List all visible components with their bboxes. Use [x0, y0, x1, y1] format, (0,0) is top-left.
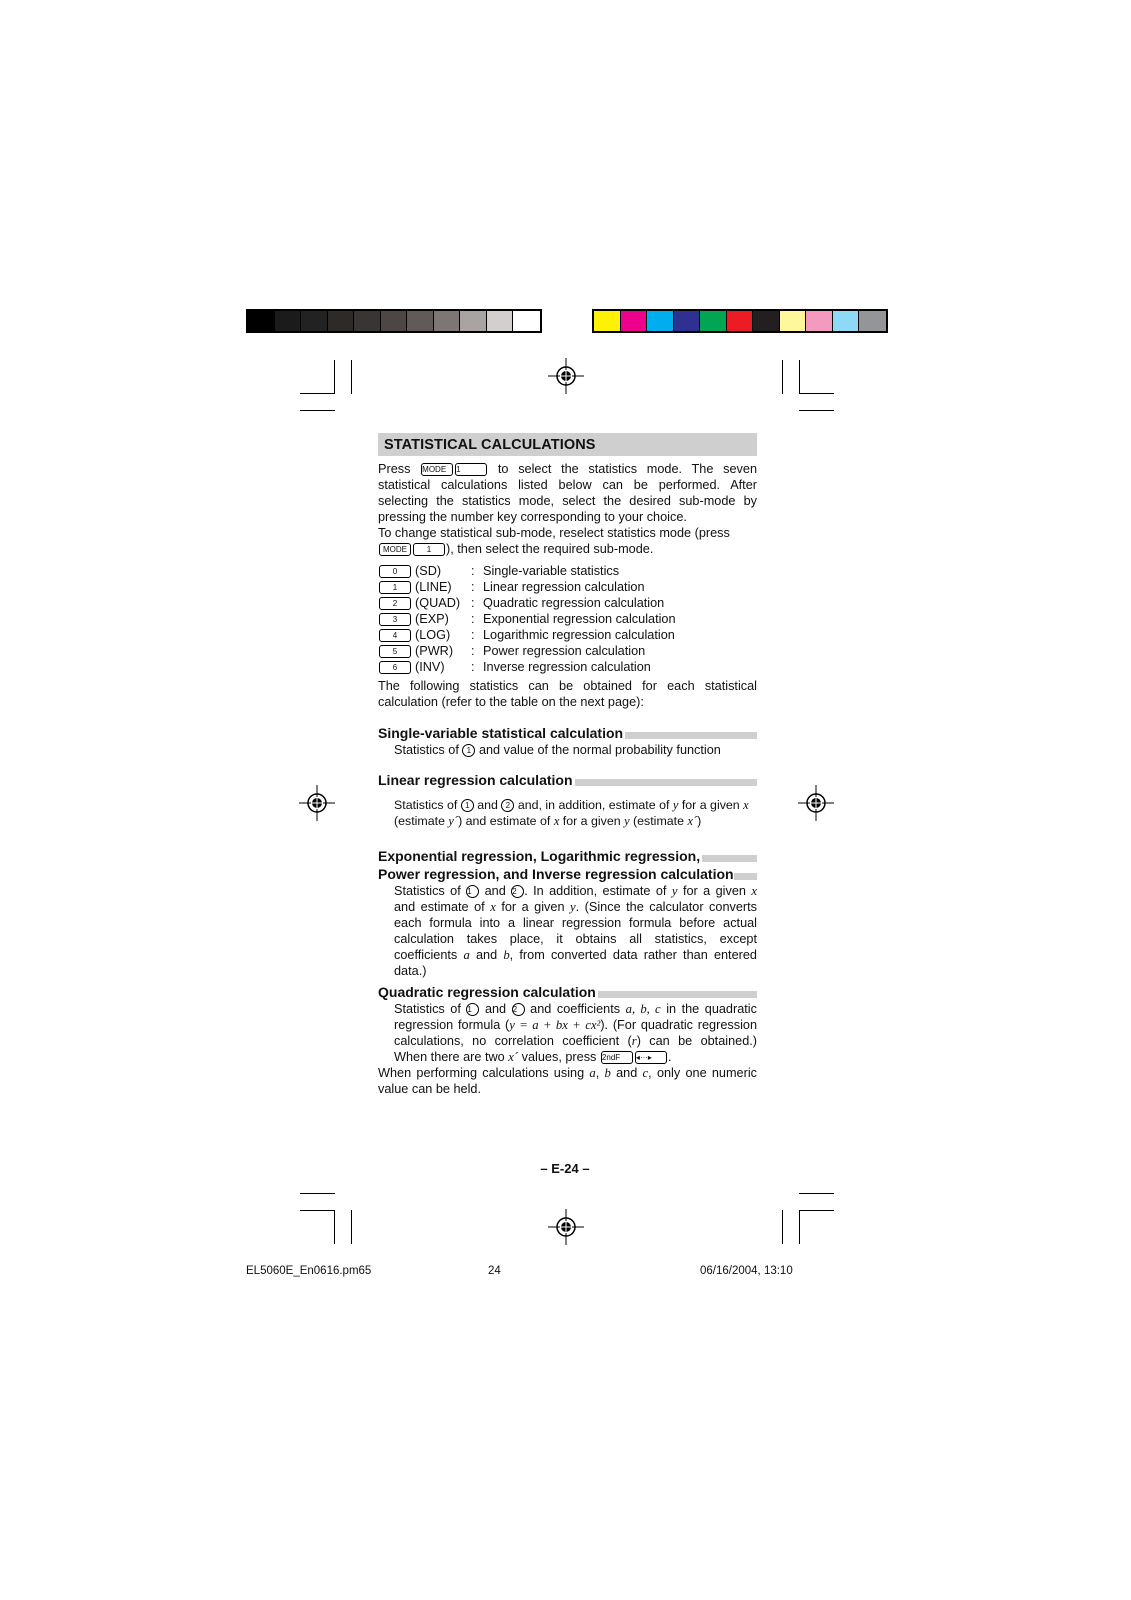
crop-mark — [799, 393, 834, 394]
gray-swatch — [328, 311, 355, 331]
var: y — [671, 884, 678, 898]
list-item: 6 (INV) : Inverse regression calculation — [378, 659, 757, 675]
mode-code: (EXP) — [415, 612, 449, 626]
text: ) and estimate of — [458, 814, 551, 828]
crop-mark — [799, 360, 800, 394]
arrow-key: ◂···▸ — [635, 1051, 667, 1064]
color-swatch — [727, 311, 754, 331]
gray-swatch — [275, 311, 302, 331]
crop-mark — [351, 1210, 352, 1244]
color-swatch — [859, 311, 886, 331]
linear-paragraph — [378, 797, 757, 829]
text: and coefficients — [530, 1002, 621, 1016]
text: ), then select the required sub-mode. — [446, 542, 654, 556]
crop-mark — [334, 360, 335, 394]
var: a — [589, 1066, 596, 1080]
mode-desc: Logarithmic regression calculation — [483, 628, 675, 642]
crop-mark — [300, 1210, 335, 1211]
var: y — [624, 814, 630, 828]
single-paragraph — [378, 742, 757, 758]
gray-swatch — [248, 311, 275, 331]
number-key: 1 — [379, 581, 411, 594]
text: for a given — [501, 900, 565, 914]
number-key: 6 — [379, 661, 411, 674]
circled-number: 1 — [466, 1003, 479, 1016]
circled-number: 1 — [462, 744, 475, 757]
circled-number: 2 — [501, 799, 514, 812]
intro-paragraph — [378, 461, 757, 525]
var: y — [672, 798, 679, 812]
circled-number: 1 — [461, 799, 474, 812]
intro-paragraph-2 — [378, 525, 757, 557]
mode-code: (QUAD) — [415, 596, 461, 610]
var: x — [553, 814, 560, 828]
number-key: 0 — [379, 565, 411, 578]
text: . — [667, 1050, 672, 1064]
text: , only one numeric value can be held. — [378, 1066, 757, 1096]
gray-swatch — [487, 311, 514, 331]
list-item: 3 (EXP) : Exponential regression calculation — [378, 611, 757, 627]
subsection-heading — [378, 983, 757, 1001]
mode-key: MODE — [379, 543, 411, 556]
one-key: 1 — [455, 463, 487, 476]
circled-number: 2 — [512, 1003, 525, 1016]
var: b — [503, 948, 510, 962]
mode-code: (LOG) — [415, 628, 451, 642]
gray-swatch — [434, 311, 461, 331]
gray-swatch — [301, 311, 328, 331]
color-swatch — [674, 311, 701, 331]
process-color-bar — [592, 309, 888, 333]
var: x — [743, 798, 749, 812]
var: c — [642, 1066, 649, 1080]
text: (estimate — [633, 814, 684, 828]
text: . In addition, estimate of — [524, 884, 667, 898]
text: To change statistical sub-mode, reselect statistics mode (press — [378, 526, 730, 540]
section-title — [378, 433, 757, 456]
list-item: 5 (PWR) : Power regression calculation — [378, 643, 757, 659]
text: ) can be obtained.) When there are two — [394, 1034, 757, 1064]
footer-filename: EL5060E_En0616.pm65 — [246, 1265, 372, 1277]
registration-mark-icon — [548, 1209, 584, 1245]
heading-text: Single-variable statistical calculation — [378, 725, 624, 741]
text: and — [475, 948, 498, 962]
mode-desc: Inverse regression calculation — [483, 660, 651, 674]
text: in the quadratic regression formula ( — [394, 1002, 757, 1032]
gray-swatch — [354, 311, 381, 331]
list-item: 4 (LOG) : Logarithmic regression calculation — [378, 627, 757, 643]
mode-code: (SD) — [415, 564, 442, 578]
heading-strip — [702, 855, 757, 862]
circled-number: 2 — [511, 885, 524, 898]
color-swatch — [833, 311, 860, 331]
mode-code: (LINE) — [415, 580, 452, 594]
color-swatch — [594, 311, 621, 331]
text: values, press — [521, 1050, 597, 1064]
subsection-heading — [378, 724, 757, 742]
registration-mark-icon — [548, 358, 584, 394]
subsection-heading — [378, 847, 757, 865]
var: r — [631, 1034, 637, 1048]
var: y´ — [448, 814, 459, 828]
text: (estimate — [394, 814, 445, 828]
number-key: 2 — [379, 597, 411, 610]
number-key: 3 — [379, 613, 411, 626]
text: Statistics of — [394, 884, 461, 898]
page-number: – E-24 – — [540, 1161, 590, 1176]
section-title-text: STATISTICAL CALCULATIONS — [384, 436, 596, 453]
text: ). (For quadratic regression calculations, no correlation coefficient ( — [394, 1018, 758, 1048]
subsection-heading — [378, 865, 757, 883]
var: x — [751, 884, 758, 898]
mode-key: MODE — [421, 463, 453, 476]
crop-mark — [799, 1210, 834, 1211]
text: Statistics of — [394, 743, 459, 757]
text: for a given — [681, 798, 740, 812]
text: , from converted data rather than entered data.) — [394, 948, 757, 978]
color-swatch — [780, 311, 807, 331]
heading-text: Power regression, and Inverse regression calculation — [378, 866, 734, 882]
heading-text: Exponential regression, Logarithmic regression, — [378, 848, 701, 864]
text: and, in addition, estimate of — [517, 798, 670, 812]
formula: y = a + bx + cx² — [509, 1018, 601, 1032]
mode-desc: Quadratic regression calculation — [483, 596, 665, 610]
heading-strip — [598, 991, 757, 998]
gray-swatch — [513, 311, 540, 331]
text: and — [477, 798, 498, 812]
crop-mark — [300, 1193, 335, 1194]
text: and — [616, 1066, 638, 1080]
text: Statistics of — [394, 1002, 461, 1016]
crop-mark — [782, 1210, 783, 1244]
text: When performing calculations using — [378, 1066, 585, 1080]
heading-text: Linear regression calculation — [378, 772, 573, 788]
grayscale-bar — [246, 309, 542, 333]
list-item: 1 (LINE) : Linear regression calculation — [378, 579, 757, 595]
text: Press — [378, 462, 411, 476]
footer-date: 06/16/2004, 13:10 — [700, 1265, 793, 1277]
gray-swatch — [407, 311, 434, 331]
following-paragraph: The following statistics can be obtained for each statistical calculation (refer to the table on the next page): — [378, 679, 757, 709]
list-item: 0 (SD) : Single-variable statistics — [378, 563, 757, 579]
list-item: 2 (QUAD) : Quadratic regression calculation — [378, 595, 757, 611]
crop-mark — [351, 360, 352, 394]
mode-code: (INV) — [415, 660, 445, 674]
quad-paragraph — [378, 1001, 757, 1065]
text: , — [595, 1066, 600, 1080]
var: b — [604, 1066, 611, 1080]
text: to select the statistics mode. The seven statistical calculations listed below can be performed. After selecting the statistics mode, select the desired sub-mode by pressing the number key corresponding to your choice. — [378, 462, 757, 524]
color-swatch — [753, 311, 780, 331]
crop-mark — [799, 1210, 800, 1244]
crop-mark — [799, 410, 834, 411]
text: Statistics of — [394, 798, 458, 812]
heading-strip — [734, 873, 757, 880]
var: x — [490, 900, 496, 914]
text: for a given — [562, 814, 621, 828]
heading-strip — [625, 732, 757, 739]
crop-mark — [799, 1193, 834, 1194]
var: a, b, c — [625, 1002, 661, 1016]
registration-mark-icon — [299, 785, 335, 821]
one-key: 1 — [413, 543, 445, 556]
text: for a given — [682, 884, 746, 898]
mode-desc: Power regression calculation — [483, 644, 646, 658]
text: . (Since the calculator converts each formula into a linear regression formula before actual calculation takes place, it obtains all statistics, except coefficients — [394, 900, 757, 962]
mode-desc: Linear regression calculation — [483, 580, 645, 594]
exp-paragraph — [378, 883, 757, 979]
footer-page: 24 — [488, 1265, 501, 1277]
crop-mark — [334, 1210, 335, 1244]
mode-desc: Single-variable statistics — [483, 564, 620, 578]
crop-mark — [300, 410, 335, 411]
heading-text: Quadratic regression calculation — [378, 984, 596, 1000]
text: and estimate of — [394, 900, 485, 914]
heading-strip — [575, 779, 757, 786]
circled-number: 1 — [466, 885, 479, 898]
text: and — [484, 1002, 507, 1016]
text: and value of the normal probability function — [478, 743, 721, 757]
gray-swatch — [460, 311, 487, 331]
color-swatch — [647, 311, 674, 331]
gray-swatch — [381, 311, 408, 331]
var: x´ — [687, 814, 698, 828]
color-swatch — [621, 311, 648, 331]
crop-mark — [782, 360, 783, 394]
number-key: 5 — [379, 645, 411, 658]
registration-mark-icon — [798, 785, 834, 821]
closing-paragraph — [378, 1065, 757, 1097]
mode-desc: Exponential regression calculation — [483, 612, 676, 626]
mode-list — [378, 563, 757, 675]
text: ) — [697, 814, 702, 828]
color-swatch — [700, 311, 727, 331]
2ndf-key: 2ndF — [601, 1051, 633, 1064]
text: and — [484, 884, 506, 898]
var: x´ — [508, 1050, 519, 1064]
subsection-heading — [378, 771, 757, 789]
var: a — [463, 948, 470, 962]
color-swatch — [806, 311, 833, 331]
var: y — [570, 900, 576, 914]
mode-code: (PWR) — [415, 644, 454, 658]
crop-mark — [300, 393, 335, 394]
number-key: 4 — [379, 629, 411, 642]
page-content — [378, 433, 757, 1097]
